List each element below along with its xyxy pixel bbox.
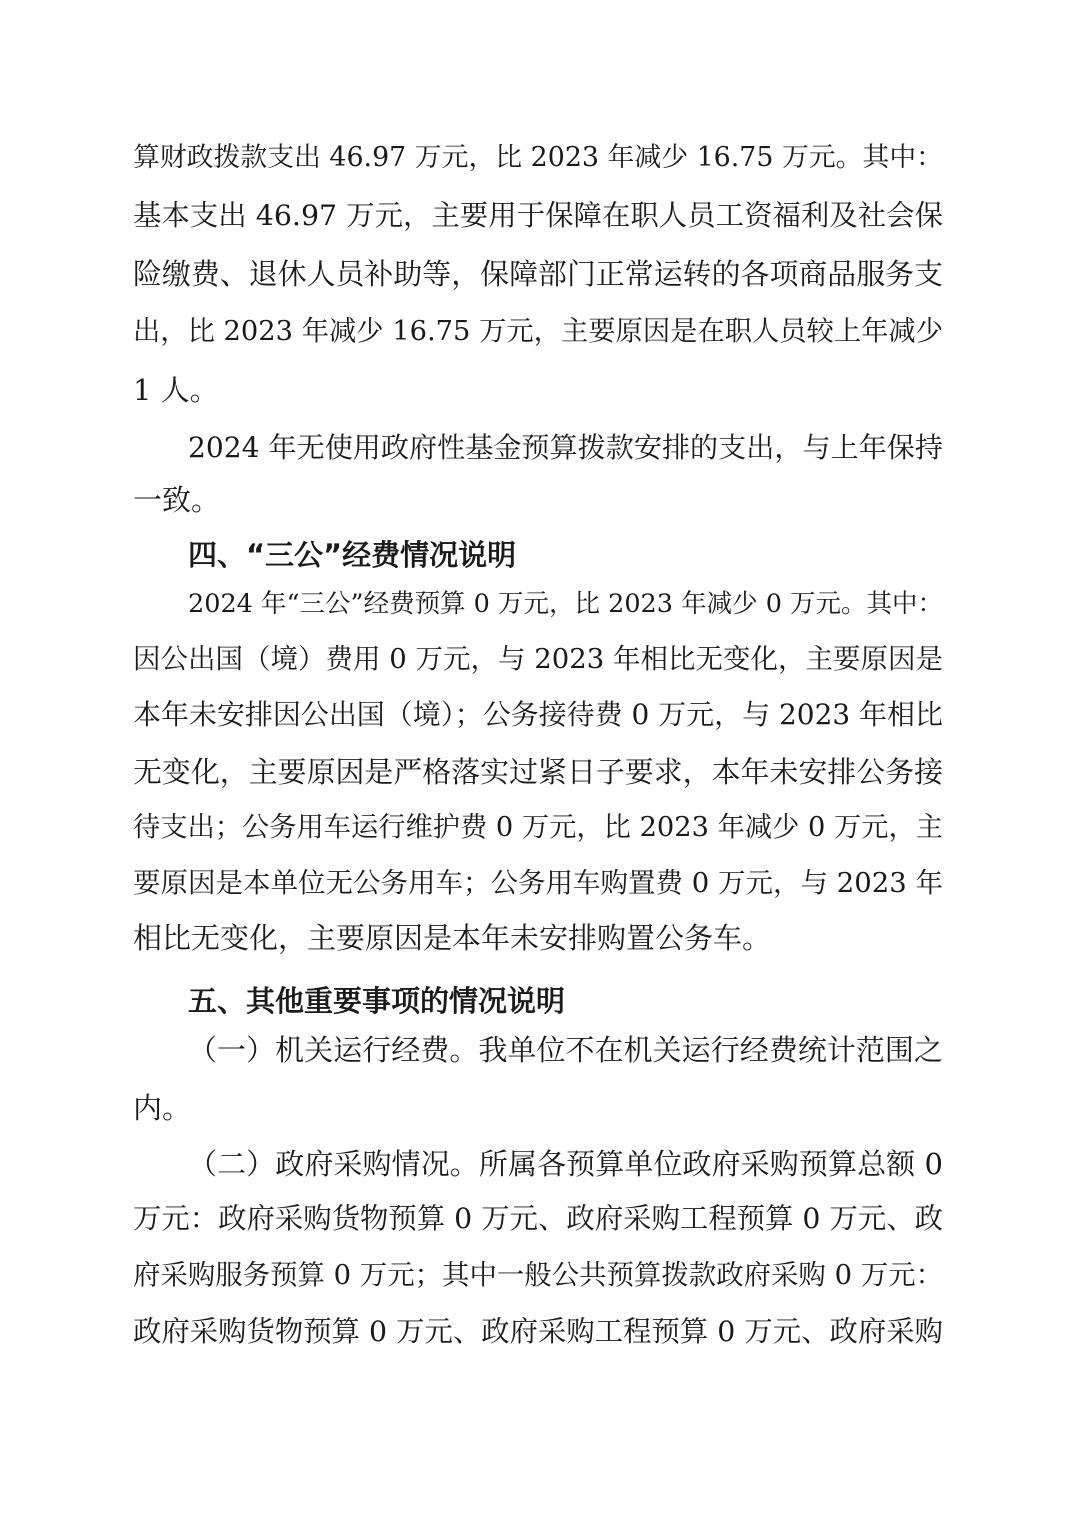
line-text: 2024 年无使用政府性基金预算拨款安排的支出，与上年保持 <box>188 431 943 464</box>
line-text: 算财政拨款支出 46.97 万元，比 2023 年减少 16.75 万元。其中： <box>133 142 944 173</box>
paragraph-line <box>133 196 943 236</box>
paragraph-line <box>133 480 943 520</box>
paragraph-line <box>133 138 943 178</box>
paragraph-line <box>188 428 943 468</box>
line-text: 要原因是本单位无公务用车；公务用车购置费 0 万元，与 2023 年 <box>133 867 943 899</box>
section-heading <box>188 981 943 1021</box>
paragraph-line <box>133 370 943 410</box>
line-text: 本年未安排因公出国（境）；公务接待费 0 万元，与 2023 年相比 <box>133 698 944 731</box>
paragraph-line <box>133 1312 943 1352</box>
line-text: 出，比 2023 年减少 16.75 万元，主要原因是在职人员较上年减少 <box>133 316 944 347</box>
paragraph-line <box>133 752 943 792</box>
heading-text: 五、其他重要事项的情况说明 <box>188 984 566 1018</box>
paragraph-line <box>133 863 943 903</box>
line-text: 无变化，主要原因是严格落实过紧日子要求，本年未安排公务接 <box>133 755 944 789</box>
paragraph-line <box>133 254 943 294</box>
paragraph-line <box>133 1088 943 1128</box>
line-text: （一）机关运行经费。我单位不在机关运行经费统计范围之 <box>188 1033 944 1067</box>
line-text: 险缴费、退休人员补助等，保障部门正常运转的各项商品服务支 <box>133 257 944 291</box>
section-heading <box>188 535 943 575</box>
paragraph-line <box>133 918 943 958</box>
heading-text: 四、“三公”经费情况说明 <box>188 538 517 572</box>
line-text: 政府采购货物预算 0 万元、政府采购工程预算 0 万元、政府采购 <box>133 1315 944 1348</box>
line-text: 2024 年“三公”经费预算 0 万元，比 2023 年减少 0 万元。其中： <box>188 589 944 619</box>
line-text: 因公出国（境）费用 0 万元，与 2023 年相比无变化，主要原因是 <box>133 643 943 675</box>
paragraph-line <box>188 584 943 624</box>
line-text: 府采购服务预算 0 万元；其中一般公共预算拨款政府采购 0 万元： <box>133 1260 943 1291</box>
line-text: 基本支出 46.97 万元，主要用于保障在职人员工资福利及社会保 <box>133 199 944 232</box>
line-text: 万元：政府采购货物预算 0 万元、政府采购工程预算 0 万元、政 <box>133 1202 944 1235</box>
paragraph-line <box>133 1199 943 1239</box>
line-text: 1 人。 <box>133 373 219 407</box>
line-text: 一致。 <box>133 483 221 517</box>
paragraph-line <box>188 1144 943 1184</box>
paragraph-line <box>133 639 943 679</box>
line-text: （二）政府采购情况。所属各预算单位政府采购预算总额 0 <box>188 1147 944 1181</box>
paragraph-line <box>133 695 943 735</box>
line-text: 相比无变化，主要原因是本年未安排购置公务车。 <box>133 921 772 955</box>
paragraph-line <box>133 808 943 848</box>
paragraph-line <box>188 1030 943 1070</box>
paragraph-line <box>133 312 943 352</box>
line-text: 待支出；公务用车运行维护费 0 万元，比 2023 年减少 0 万元，主 <box>133 812 943 843</box>
line-text: 内。 <box>133 1091 192 1125</box>
paragraph-line <box>133 1256 943 1296</box>
